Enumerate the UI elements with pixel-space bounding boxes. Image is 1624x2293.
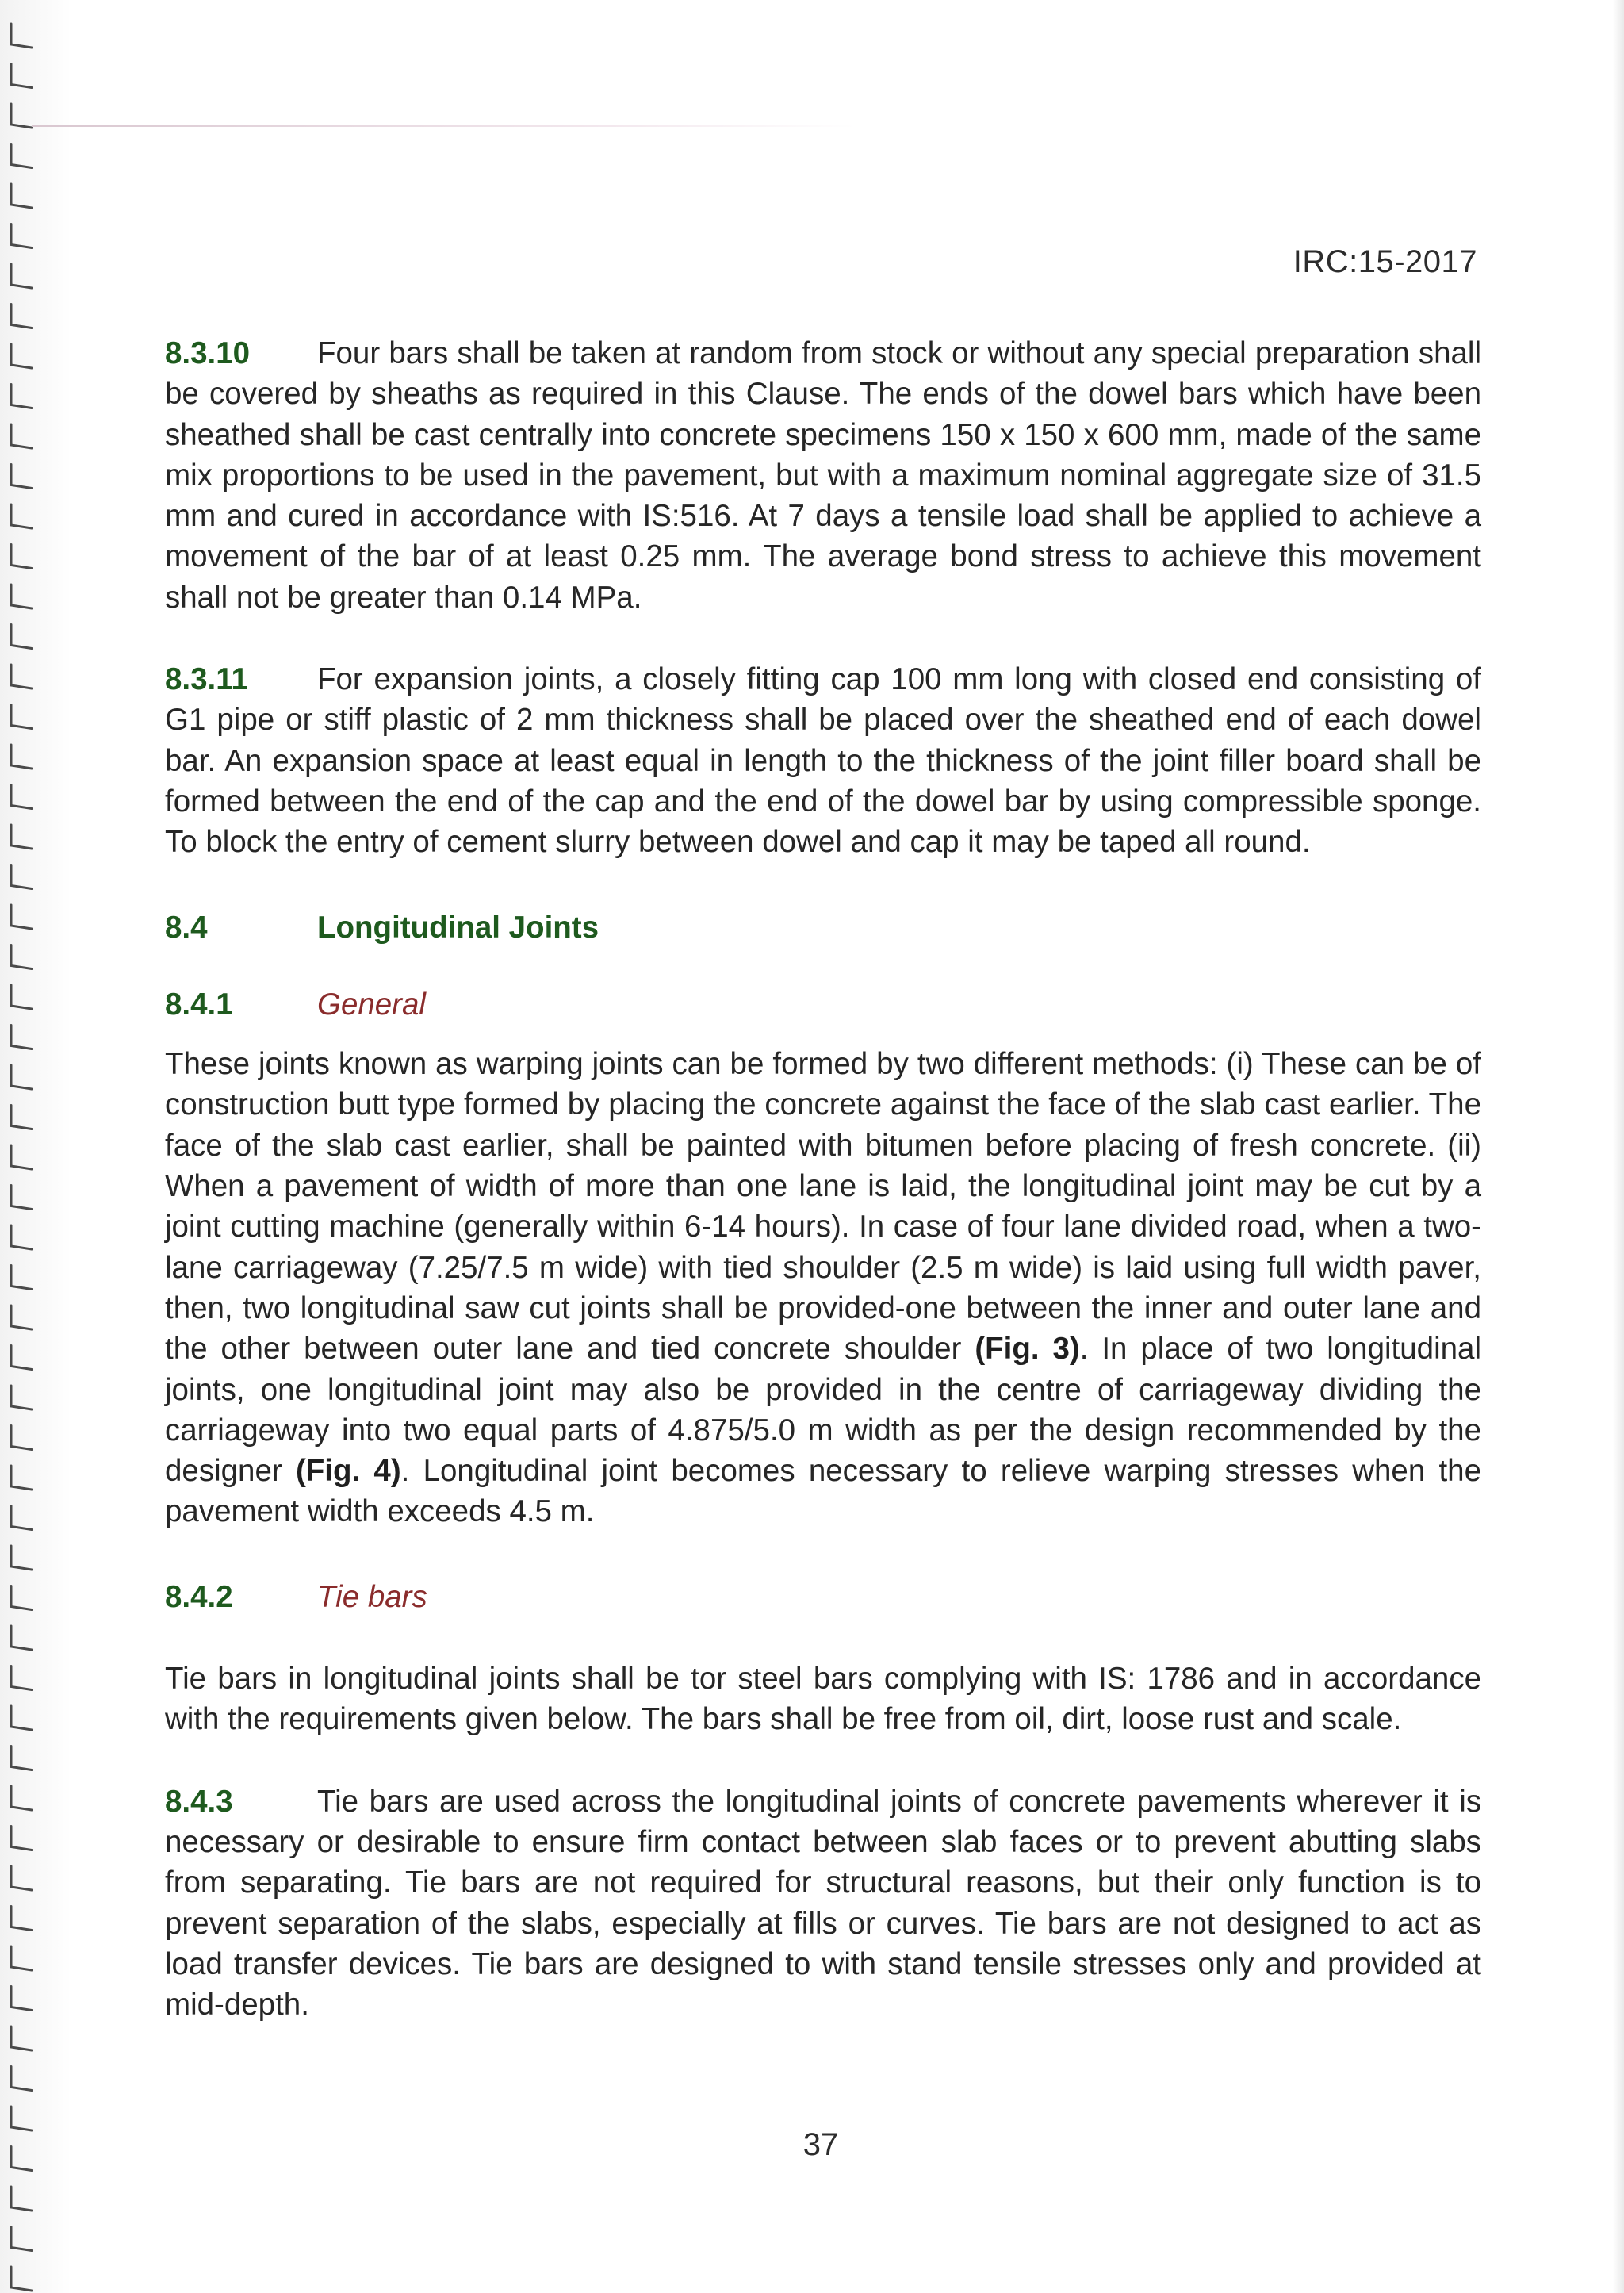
- binding-hook: [11, 1386, 32, 1409]
- binding-hook: [11, 665, 32, 688]
- binding-hook: [11, 1747, 32, 1770]
- binding-hook: [11, 1786, 32, 1810]
- binding-hook: [11, 1346, 32, 1370]
- clause-text: Four bars shall be taken at random from stock or without any special preparation shall be covered by sheaths as required in this Clause. The ends of the dowel bars which have been sheathed shall be cast centrally into concrete specimens 150 x 150 x 600 mm, made of the same mix proportions to be used in the pavement, but with a maximum nominal aggregate size of 31.5 mm and cured in accordance with IS:516. At 7 days a tensile load shall be applied to achieve a movement of the bar of at least 0.25 mm. The average bond stress to achieve this movement shall not be greater than 0.14 MPa.: [165, 336, 1481, 615]
- subsection-heading-8-4-1: [165, 984, 1481, 1025]
- binding-hook: [11, 1065, 32, 1089]
- binding-hook: [11, 705, 32, 729]
- clause-text: For expansion joints, a closely fitting cap 100 mm long with closed end consisting of G1 pipe or stiff plastic of 2 mm thickness shall be placed over the sheathed end of each dowel bar. An expansion space at least equal in length to the thickness of the joint filler board shall be formed between the end of the cap and the end of the dowel bar by using compressible sponge. To block the entry of cement slurry between dowel and cap it may be taped all round.: [165, 662, 1481, 860]
- binding-hook: [11, 1145, 32, 1169]
- top-rule: [32, 125, 856, 127]
- binding-hook: [11, 465, 32, 489]
- binding-hook: [11, 2027, 32, 2050]
- binding-hook: [11, 1186, 32, 1210]
- binding-hook: [11, 344, 32, 368]
- spiral-binding: [0, 0, 71, 2293]
- figure-reference: (Fig. 3): [975, 1332, 1080, 1367]
- binding-hook: [11, 1666, 32, 1690]
- subsection-heading-8-4-2: [165, 1577, 1481, 1617]
- page-edge-shadow: [1613, 0, 1624, 2293]
- paragraph-text: . In place of two longitudinal joints, one longitudinal joint may also be provided in the centre of carriageway dividing the carriageway into two equal parts of 4.875/5.0 m width as per the design recommended by the designer: [165, 1332, 1481, 1489]
- clause-8-3-10: [165, 333, 1481, 618]
- binding-hook: [11, 1426, 32, 1450]
- clause-number: 8.3.10: [165, 336, 251, 370]
- paragraph-text: These joints known as warping joints can be formed by two different methods: (i) These can be of construction butt type formed by placing the concrete against the face of the slab cast earlier. The face of the slab cast earlier, shall be painted with bitumen before placing of fresh concrete. (ii) When a pavement of width of more than one lane is laid, the longitudinal joint may be cut by a joint cutting machine (generally within 6-14 hours). In case of four lane divided road, when a two-lane carriageway (7.25/7.5 m wide) with tied shoulder (2.5 m wide) is laid using full width paver, then, two longitudinal saw cut joints shall be provided-one between the inner and outer lane and the other between outer lane and tied concrete shoulder: [165, 1047, 1481, 1367]
- page-content: [165, 333, 1481, 2025]
- binding-hook: [11, 785, 32, 809]
- binding-hook: [11, 1546, 32, 1570]
- subsection-number: 8.4.2: [165, 1579, 233, 1614]
- page-number: 37: [802, 2127, 839, 2162]
- clause-8-4-1-body: [165, 1044, 1481, 1532]
- binding-hook: [11, 104, 32, 128]
- clause-8-4-2-body: [165, 1658, 1481, 1740]
- binding-hook: [11, 625, 32, 649]
- binding-hook: [11, 585, 32, 608]
- binding-hook: [11, 1706, 32, 1730]
- subsection-number: 8.4.1: [165, 987, 233, 1022]
- section-number: 8.4: [165, 910, 208, 945]
- binding-hook: [11, 1946, 32, 1970]
- subsection-title: Tie bars: [317, 1579, 427, 1614]
- document-code: IRC:15-2017: [1293, 244, 1477, 279]
- binding-hook: [11, 1586, 32, 1610]
- binding-hook: [11, 1866, 32, 1890]
- binding-hook: [11, 1506, 32, 1530]
- binding-hook: [11, 745, 32, 769]
- paragraph-text: Tie bars in longitudinal joints shall be tor steel bars complying with IS: 1786 and in accordance with the requirements given below. The bars shall be free from oil, dirt, loose rust and scale.: [165, 1662, 1481, 1737]
- binding-hook: [11, 1106, 32, 1129]
- binding-hook: [11, 1026, 32, 1049]
- binding-hook: [11, 144, 32, 168]
- binding-hook: [11, 184, 32, 208]
- binding-hook: [11, 504, 32, 528]
- binding-hook: [11, 905, 32, 929]
- binding-marks: [0, 0, 71, 2293]
- binding-hook: [11, 1225, 32, 1249]
- binding-hook: [11, 545, 32, 569]
- clause-number: 8.3.11: [165, 662, 248, 697]
- binding-hook: [11, 385, 32, 408]
- binding-hook: [11, 224, 32, 248]
- section-title: Longitudinal Joints: [317, 910, 599, 945]
- binding-hook: [11, 264, 32, 288]
- binding-hook: [11, 2227, 32, 2251]
- binding-hook: [11, 24, 32, 48]
- binding-hook: [11, 1907, 32, 1931]
- clause-text: Tie bars are used across the longitudinal joints of concrete pavements wherever it is necessary or desirable to ensure firm contact between slab faces or to prevent abutting slabs from separating. Tie bars are not required for structural reasons, but their only function is to prevent separation of the slabs, especially at fills or curves. Tie bars are not designed to act as load transfer devices. Tie bars are designed to with stand tensile stresses only and provided at mid-depth.: [165, 1784, 1481, 2023]
- binding-hook: [11, 1266, 32, 1290]
- clause-8-4-3: [165, 1781, 1481, 2026]
- binding-hook: [11, 2187, 32, 2211]
- paragraph-text: . Longitudinal joint becomes necessary to relieve warping stresses when the pavement width exceeds 4.5 m.: [165, 1454, 1482, 1529]
- binding-hook: [11, 305, 32, 328]
- binding-hook: [11, 1827, 32, 1850]
- binding-hook: [11, 985, 32, 1009]
- figure-reference: (Fig. 4): [295, 1454, 401, 1489]
- binding-hook: [11, 2067, 32, 2091]
- binding-hook: [11, 2267, 32, 2291]
- binding-hook: [11, 1306, 32, 1329]
- binding-hook: [11, 865, 32, 889]
- binding-hook: [11, 825, 32, 849]
- section-heading-8-4: [165, 907, 1481, 948]
- clause-number: 8.4.3: [165, 1784, 233, 1819]
- binding-hook: [11, 1626, 32, 1650]
- subsection-title: General: [317, 987, 426, 1022]
- binding-hook: [11, 945, 32, 969]
- clause-8-3-11: [165, 659, 1481, 862]
- binding-hook: [11, 64, 32, 88]
- binding-hook: [11, 1466, 32, 1490]
- binding-hook: [11, 1987, 32, 2011]
- binding-hook: [11, 424, 32, 448]
